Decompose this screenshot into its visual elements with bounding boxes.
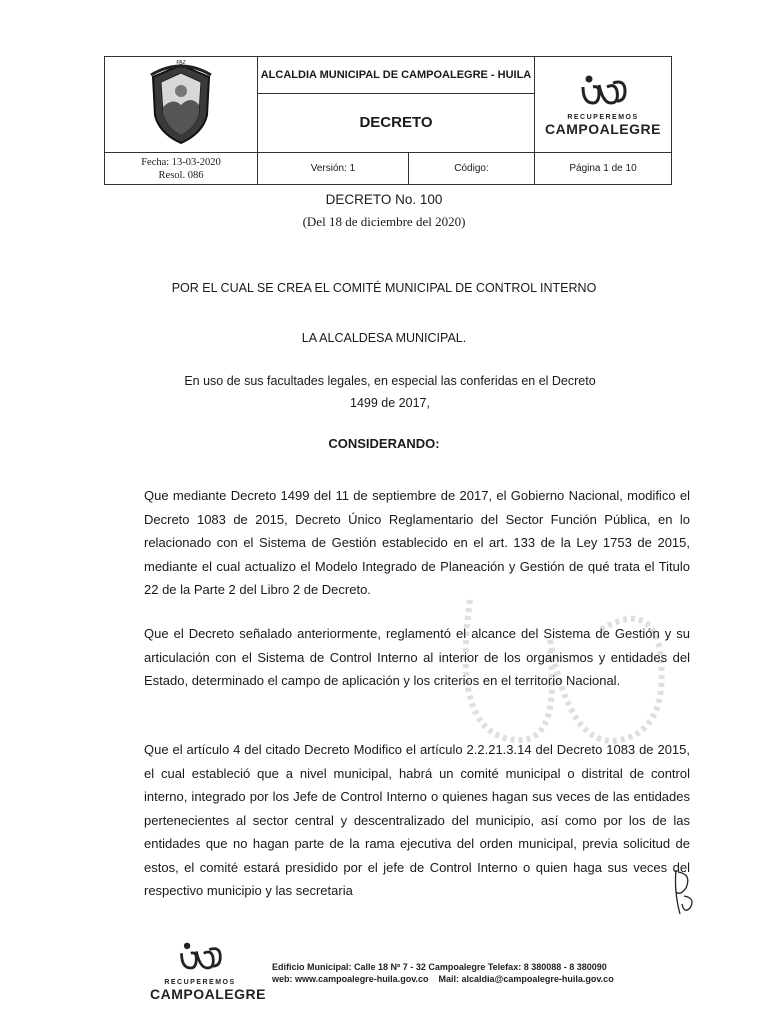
document-header (104, 56, 672, 185)
footer-brand-name: CAMPOALEGRE (150, 986, 266, 1002)
brand-logo-cell (535, 57, 672, 153)
decree-authority: LA ALCALDESA MUNICIPAL. (301, 331, 467, 345)
brand-subtitle: RECUPEREMOS (567, 113, 639, 121)
footer-brand-subtitle: RECUPEREMOS (164, 979, 236, 986)
page-label: Página 1 de 10 (535, 153, 672, 185)
document-type: DECRETO (258, 93, 535, 152)
paragraph-2: Que el Decreto señalado anteriormente, reglamentó el alcance del Sistema de Gestión y su articulación con el Sistema de Control Interno al interior de los organismos y entidades del Estado, determinado el campo de aplicación y los criterios en el territorio Nacional. (144, 626, 690, 688)
decree-date: (Del 18 de diciembre del 2020) (302, 214, 466, 229)
decree-faculties: En uso de sus facultades legales, en especial las conferidas en el Decreto 1499 de 2017, (184, 374, 596, 410)
paragraph-3: Que el artículo 4 del citado Decreto Modifico el artículo 2.2.21.3.14 del Decreto 1083 de 2015, el cual estableció que a nivel municipal, habrá un comité municipal o distrital de control interno, integrado por los Jefe de Control Interno o quienes hagan sus veces de las entidades pertenecientes al sector central y descentralizado del municipio, así como por los de las entidades que no hagan parte de la rama ejecutiva del orden municipal, previa solicitud de estos, el comité estará presidido por el jefe de Control Interno o quien haga sus veces del respectivo municipio y las secretaria (144, 742, 690, 898)
footer-recuperemos-icon (176, 940, 224, 972)
code-label: Código: (409, 153, 535, 185)
svg-text:PAZ: PAZ (176, 60, 186, 66)
footer-address: Edificio Municipal: Calle 18 Nº 7 - 32 Campoalegre Telefax: 8 380088 - 8 380090 (272, 962, 607, 972)
footer-contact (272, 961, 614, 985)
recuperemos-logo-icon (577, 73, 629, 107)
paragraph-1: Que mediante Decreto 1499 del 11 de septiembre de 2017, el Gobierno Nacional, modifico el Decreto 1083 de 2015, Decreto Único Reglamentario del Sector Función Pública, en lo relacionado con el Sistema de Gestión establecido en el art. 133 de la Ley 1753 de 2015, mediante el cual actualizo el Modelo Integrado de Planeación y Gestión de qué trata el Titulo 22 de la Parte 2 del Libro 2 de Decreto. (144, 488, 690, 597)
version-label: Versión: 1 (258, 153, 409, 185)
date-resolution-cell (105, 153, 258, 185)
municipal-seal-icon (141, 57, 221, 147)
decree-number: DECRETO No. 100 (325, 192, 443, 207)
decree-subject: POR EL CUAL SE CREA EL COMITÉ MUNICIPAL DE CONTROL INTERNO (171, 281, 597, 295)
fecha-label: Fecha: 13-03-2020 (141, 156, 221, 168)
resolution-label: Resol. 086 (158, 169, 204, 181)
considerando-heading: CONSIDERANDO: (328, 436, 440, 451)
municipal-seal-cell (105, 57, 258, 153)
entity-name: ALCALDIA MUNICIPAL DE CAMPOALEGRE - HUILA (258, 57, 535, 94)
brand-name: CAMPOALEGRE (545, 120, 661, 137)
handwritten-initials-icon (670, 862, 700, 922)
footer-logo (150, 940, 266, 1002)
footer-web-mail: web: www.campoalegre-huila.gov.co Mail: alcaldia@campoalegre-huila.gov.co (272, 974, 614, 984)
